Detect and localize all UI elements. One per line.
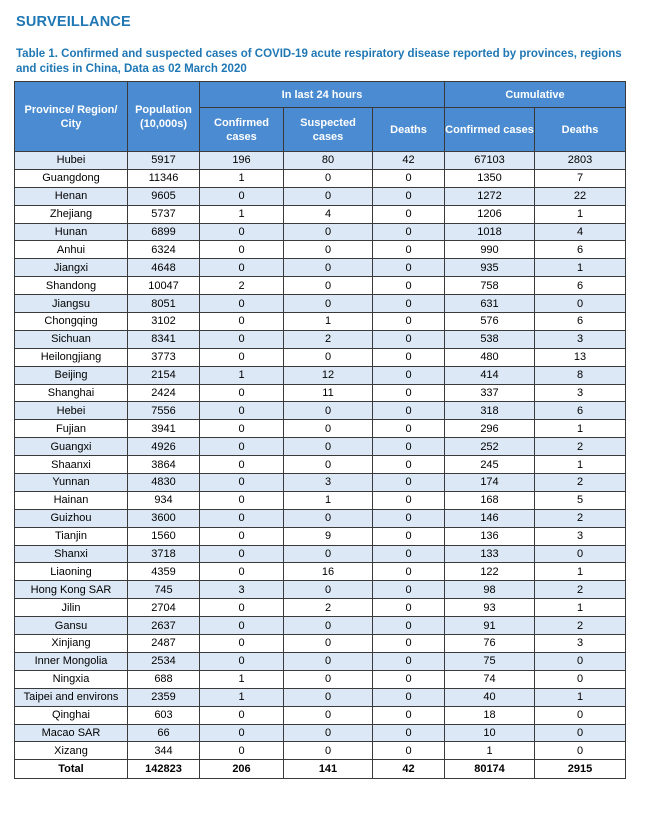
header-cumulative-confirmed: Confirmed cases bbox=[445, 108, 535, 152]
cell-province: Hainan bbox=[15, 491, 128, 509]
cell-confirmed-24h: 0 bbox=[200, 617, 284, 635]
cell-suspected-24h: 2 bbox=[284, 599, 373, 617]
cell-deaths-24h: 0 bbox=[373, 259, 445, 277]
cell-confirmed-24h: 0 bbox=[200, 384, 284, 402]
table-row bbox=[15, 456, 626, 474]
table-row bbox=[15, 670, 626, 688]
cell-confirmed-24h: 0 bbox=[200, 187, 284, 205]
cell-cumulative-confirmed: 758 bbox=[445, 277, 535, 295]
cell-deaths-24h: 0 bbox=[373, 688, 445, 706]
table-row bbox=[15, 688, 626, 706]
cell-suspected-24h: 0 bbox=[284, 724, 373, 742]
cell-province: Hubei bbox=[15, 152, 128, 170]
cell-province: Jiangxi bbox=[15, 259, 128, 277]
cell-cumulative-deaths: 0 bbox=[535, 295, 626, 313]
cell-confirmed-24h: 0 bbox=[200, 545, 284, 563]
cell-confirmed-24h: 0 bbox=[200, 241, 284, 259]
cell-confirmed-24h: 0 bbox=[200, 259, 284, 277]
cell-cumulative-deaths: 0 bbox=[535, 706, 626, 724]
cell-confirmed-24h: 0 bbox=[200, 402, 284, 420]
cell-cumulative-confirmed: 174 bbox=[445, 474, 535, 492]
cell-suspected-24h: 0 bbox=[284, 742, 373, 760]
table-row bbox=[15, 402, 626, 420]
cell-cumulative-deaths: 7 bbox=[535, 169, 626, 187]
cell-population: 11346 bbox=[128, 169, 200, 187]
cell-cumulative-deaths: 1 bbox=[535, 688, 626, 706]
cell-suspected-24h: 2 bbox=[284, 330, 373, 348]
cell-province: Yunnan bbox=[15, 474, 128, 492]
cell-deaths-24h: 0 bbox=[373, 563, 445, 581]
cell-deaths-24h: 0 bbox=[373, 599, 445, 617]
cell-population: 8341 bbox=[128, 330, 200, 348]
cell-cumulative-confirmed: 136 bbox=[445, 527, 535, 545]
cell-cumulative-deaths: 13 bbox=[535, 348, 626, 366]
cell-population: 9605 bbox=[128, 187, 200, 205]
cell-province: Tianjin bbox=[15, 527, 128, 545]
cell-province: Liaoning bbox=[15, 563, 128, 581]
cell-cumulative-deaths: 2 bbox=[535, 617, 626, 635]
cell-confirmed-24h: 2 bbox=[200, 277, 284, 295]
cell-suspected-24h: 0 bbox=[284, 617, 373, 635]
cell-cumulative-confirmed: 318 bbox=[445, 402, 535, 420]
cell-confirmed-24h: 0 bbox=[200, 456, 284, 474]
section-heading: SURVEILLANCE bbox=[16, 14, 131, 30]
cell-deaths-24h: 0 bbox=[373, 223, 445, 241]
cell-province: Qinghai bbox=[15, 706, 128, 724]
cell-cumulative-confirmed: 576 bbox=[445, 313, 535, 331]
cell-suspected-24h: 0 bbox=[284, 348, 373, 366]
table-row bbox=[15, 509, 626, 527]
cell-province: Guizhou bbox=[15, 509, 128, 527]
cell-cumulative-deaths: 2803 bbox=[535, 152, 626, 170]
cell-cumulative-deaths: 1 bbox=[535, 420, 626, 438]
cell-confirmed-24h: 0 bbox=[200, 599, 284, 617]
cell-province: Fujian bbox=[15, 420, 128, 438]
cell-suspected-24h: 0 bbox=[284, 652, 373, 670]
cell-cumulative-confirmed: 74 bbox=[445, 670, 535, 688]
cell-population: 66 bbox=[128, 724, 200, 742]
cell-cumulative-deaths: 3 bbox=[535, 384, 626, 402]
cell-suspected-24h: 0 bbox=[284, 635, 373, 653]
table-row bbox=[15, 205, 626, 223]
table-row bbox=[15, 366, 626, 384]
cell-confirmed-24h: 0 bbox=[200, 438, 284, 456]
cell-population: 2534 bbox=[128, 652, 200, 670]
table-row bbox=[15, 581, 626, 599]
cell-confirmed-24h: 0 bbox=[200, 527, 284, 545]
cell-province: Shaanxi bbox=[15, 456, 128, 474]
cell-suspected-24h: 0 bbox=[284, 706, 373, 724]
cell-deaths-24h: 0 bbox=[373, 491, 445, 509]
cell-suspected-24h: 1 bbox=[284, 491, 373, 509]
cell-cumulative-deaths: 2 bbox=[535, 474, 626, 492]
cell-province: Guangxi bbox=[15, 438, 128, 456]
cell-confirmed-24h: 1 bbox=[200, 670, 284, 688]
cell-population: 2487 bbox=[128, 635, 200, 653]
cell-population: 4648 bbox=[128, 259, 200, 277]
cell-cumulative-confirmed: 1018 bbox=[445, 223, 535, 241]
cell-deaths-24h: 0 bbox=[373, 509, 445, 527]
cell-confirmed-24h: 0 bbox=[200, 724, 284, 742]
cell-population: 745 bbox=[128, 581, 200, 599]
total-province: Total bbox=[15, 760, 128, 779]
cell-population: 4359 bbox=[128, 563, 200, 581]
cell-deaths-24h: 0 bbox=[373, 742, 445, 760]
cell-province: Jiangsu bbox=[15, 295, 128, 313]
cell-cumulative-confirmed: 122 bbox=[445, 563, 535, 581]
cell-confirmed-24h: 0 bbox=[200, 563, 284, 581]
cell-confirmed-24h: 0 bbox=[200, 474, 284, 492]
cell-population: 4830 bbox=[128, 474, 200, 492]
cell-deaths-24h: 0 bbox=[373, 348, 445, 366]
cell-cumulative-confirmed: 990 bbox=[445, 241, 535, 259]
cell-cumulative-deaths: 1 bbox=[535, 456, 626, 474]
cell-deaths-24h: 0 bbox=[373, 402, 445, 420]
cell-population: 3773 bbox=[128, 348, 200, 366]
table-row bbox=[15, 527, 626, 545]
cell-deaths-24h: 0 bbox=[373, 169, 445, 187]
cell-cumulative-confirmed: 18 bbox=[445, 706, 535, 724]
table-row bbox=[15, 330, 626, 348]
cell-suspected-24h: 0 bbox=[284, 295, 373, 313]
cell-province: Shandong bbox=[15, 277, 128, 295]
table-row bbox=[15, 277, 626, 295]
cell-province: Ningxia bbox=[15, 670, 128, 688]
cell-cumulative-confirmed: 414 bbox=[445, 366, 535, 384]
cell-confirmed-24h: 0 bbox=[200, 295, 284, 313]
cell-suspected-24h: 0 bbox=[284, 223, 373, 241]
cell-cumulative-confirmed: 91 bbox=[445, 617, 535, 635]
cell-confirmed-24h: 0 bbox=[200, 491, 284, 509]
cell-confirmed-24h: 1 bbox=[200, 205, 284, 223]
table-row bbox=[15, 420, 626, 438]
cell-suspected-24h: 0 bbox=[284, 545, 373, 563]
cell-province: Hong Kong SAR bbox=[15, 581, 128, 599]
cell-suspected-24h: 0 bbox=[284, 509, 373, 527]
cell-population: 2424 bbox=[128, 384, 200, 402]
cell-confirmed-24h: 0 bbox=[200, 635, 284, 653]
cell-population: 2704 bbox=[128, 599, 200, 617]
cell-suspected-24h: 0 bbox=[284, 438, 373, 456]
cell-suspected-24h: 0 bbox=[284, 688, 373, 706]
cell-confirmed-24h: 0 bbox=[200, 742, 284, 760]
cell-cumulative-deaths: 0 bbox=[535, 652, 626, 670]
cell-population: 6324 bbox=[128, 241, 200, 259]
cell-population: 5737 bbox=[128, 205, 200, 223]
cell-cumulative-deaths: 4 bbox=[535, 223, 626, 241]
table-row bbox=[15, 545, 626, 563]
cell-deaths-24h: 42 bbox=[373, 152, 445, 170]
table-row bbox=[15, 563, 626, 581]
cell-cumulative-confirmed: 1272 bbox=[445, 187, 535, 205]
table-row bbox=[15, 348, 626, 366]
cell-cumulative-deaths: 3 bbox=[535, 527, 626, 545]
cell-cumulative-confirmed: 98 bbox=[445, 581, 535, 599]
cell-deaths-24h: 0 bbox=[373, 581, 445, 599]
cell-deaths-24h: 0 bbox=[373, 420, 445, 438]
cell-cumulative-deaths: 0 bbox=[535, 724, 626, 742]
cell-suspected-24h: 1 bbox=[284, 313, 373, 331]
cell-population: 8051 bbox=[128, 295, 200, 313]
cell-cumulative-deaths: 1 bbox=[535, 259, 626, 277]
cell-confirmed-24h: 0 bbox=[200, 348, 284, 366]
cell-cumulative-confirmed: 480 bbox=[445, 348, 535, 366]
total-population: 142823 bbox=[128, 760, 200, 779]
total-suspected-24h: 141 bbox=[284, 760, 373, 779]
cell-population: 3864 bbox=[128, 456, 200, 474]
cell-cumulative-confirmed: 40 bbox=[445, 688, 535, 706]
cell-deaths-24h: 0 bbox=[373, 652, 445, 670]
cell-confirmed-24h: 1 bbox=[200, 169, 284, 187]
total-deaths-24h: 42 bbox=[373, 760, 445, 779]
cell-cumulative-confirmed: 935 bbox=[445, 259, 535, 277]
cell-confirmed-24h: 0 bbox=[200, 706, 284, 724]
header-cumulative-deaths: Deaths bbox=[535, 108, 626, 152]
cell-population: 688 bbox=[128, 670, 200, 688]
cell-population: 6899 bbox=[128, 223, 200, 241]
cell-suspected-24h: 0 bbox=[284, 241, 373, 259]
cell-deaths-24h: 0 bbox=[373, 456, 445, 474]
cell-province: Inner Mongolia bbox=[15, 652, 128, 670]
cell-cumulative-deaths: 22 bbox=[535, 187, 626, 205]
cell-confirmed-24h: 0 bbox=[200, 652, 284, 670]
cell-cumulative-deaths: 1 bbox=[535, 205, 626, 223]
cell-suspected-24h: 0 bbox=[284, 187, 373, 205]
cell-population: 934 bbox=[128, 491, 200, 509]
cell-suspected-24h: 0 bbox=[284, 169, 373, 187]
table-row bbox=[15, 474, 626, 492]
cell-confirmed-24h: 196 bbox=[200, 152, 284, 170]
cell-deaths-24h: 0 bbox=[373, 617, 445, 635]
cell-cumulative-deaths: 6 bbox=[535, 313, 626, 331]
cell-cumulative-deaths: 8 bbox=[535, 366, 626, 384]
cell-deaths-24h: 0 bbox=[373, 366, 445, 384]
cell-deaths-24h: 0 bbox=[373, 635, 445, 653]
cell-population: 344 bbox=[128, 742, 200, 760]
cell-suspected-24h: 4 bbox=[284, 205, 373, 223]
cell-cumulative-confirmed: 168 bbox=[445, 491, 535, 509]
table-row bbox=[15, 635, 626, 653]
cell-cumulative-deaths: 6 bbox=[535, 402, 626, 420]
cell-deaths-24h: 0 bbox=[373, 241, 445, 259]
cell-confirmed-24h: 0 bbox=[200, 420, 284, 438]
cell-population: 3600 bbox=[128, 509, 200, 527]
table-row bbox=[15, 617, 626, 635]
cell-cumulative-deaths: 1 bbox=[535, 563, 626, 581]
table-row bbox=[15, 152, 626, 170]
cell-confirmed-24h: 0 bbox=[200, 330, 284, 348]
cell-province: Taipei and environs bbox=[15, 688, 128, 706]
cell-confirmed-24h: 0 bbox=[200, 223, 284, 241]
cell-population: 3102 bbox=[128, 313, 200, 331]
cell-suspected-24h: 0 bbox=[284, 456, 373, 474]
cell-province: Hunan bbox=[15, 223, 128, 241]
table-row bbox=[15, 438, 626, 456]
cell-province: Shanxi bbox=[15, 545, 128, 563]
cell-province: Beijing bbox=[15, 366, 128, 384]
cell-suspected-24h: 16 bbox=[284, 563, 373, 581]
cell-deaths-24h: 0 bbox=[373, 205, 445, 223]
cell-cumulative-confirmed: 10 bbox=[445, 724, 535, 742]
cell-deaths-24h: 0 bbox=[373, 384, 445, 402]
table-row bbox=[15, 599, 626, 617]
cell-suspected-24h: 3 bbox=[284, 474, 373, 492]
cell-confirmed-24h: 1 bbox=[200, 688, 284, 706]
cell-cumulative-confirmed: 337 bbox=[445, 384, 535, 402]
cell-cumulative-confirmed: 245 bbox=[445, 456, 535, 474]
table-row bbox=[15, 259, 626, 277]
cell-province: Anhui bbox=[15, 241, 128, 259]
cell-deaths-24h: 0 bbox=[373, 474, 445, 492]
cell-province: Shanghai bbox=[15, 384, 128, 402]
total-row bbox=[15, 760, 626, 779]
table-row bbox=[15, 384, 626, 402]
cell-deaths-24h: 0 bbox=[373, 706, 445, 724]
cell-suspected-24h: 0 bbox=[284, 420, 373, 438]
header-province: Province/ Region/ City bbox=[15, 82, 128, 152]
cell-suspected-24h: 12 bbox=[284, 366, 373, 384]
table-row bbox=[15, 706, 626, 724]
cell-province: Xizang bbox=[15, 742, 128, 760]
cell-population: 10047 bbox=[128, 277, 200, 295]
cell-confirmed-24h: 1 bbox=[200, 366, 284, 384]
cell-deaths-24h: 0 bbox=[373, 330, 445, 348]
cell-suspected-24h: 0 bbox=[284, 402, 373, 420]
cell-deaths-24h: 0 bbox=[373, 724, 445, 742]
cell-cumulative-confirmed: 631 bbox=[445, 295, 535, 313]
cell-cumulative-confirmed: 75 bbox=[445, 652, 535, 670]
table-row bbox=[15, 169, 626, 187]
cell-suspected-24h: 0 bbox=[284, 259, 373, 277]
cell-population: 4926 bbox=[128, 438, 200, 456]
header-last-24-hours: In last 24 hours bbox=[200, 82, 445, 108]
table-body bbox=[15, 152, 626, 779]
header-cumulative: Cumulative bbox=[445, 82, 626, 108]
cell-province: Gansu bbox=[15, 617, 128, 635]
cell-population: 603 bbox=[128, 706, 200, 724]
cell-cumulative-deaths: 6 bbox=[535, 241, 626, 259]
cell-cumulative-deaths: 0 bbox=[535, 742, 626, 760]
cell-population: 2154 bbox=[128, 366, 200, 384]
cell-confirmed-24h: 3 bbox=[200, 581, 284, 599]
table-row bbox=[15, 491, 626, 509]
cell-cumulative-confirmed: 252 bbox=[445, 438, 535, 456]
cell-population: 3941 bbox=[128, 420, 200, 438]
table-row bbox=[15, 295, 626, 313]
cell-confirmed-24h: 0 bbox=[200, 509, 284, 527]
cell-cumulative-confirmed: 1 bbox=[445, 742, 535, 760]
table-row bbox=[15, 241, 626, 259]
cell-population: 2359 bbox=[128, 688, 200, 706]
cell-cumulative-confirmed: 296 bbox=[445, 420, 535, 438]
cell-cumulative-deaths: 1 bbox=[535, 599, 626, 617]
cell-population: 7556 bbox=[128, 402, 200, 420]
cell-suspected-24h: 11 bbox=[284, 384, 373, 402]
cell-cumulative-confirmed: 538 bbox=[445, 330, 535, 348]
cell-suspected-24h: 0 bbox=[284, 277, 373, 295]
cell-province: Xinjiang bbox=[15, 635, 128, 653]
table-row bbox=[15, 724, 626, 742]
cell-province: Heilongjiang bbox=[15, 348, 128, 366]
header-confirmed-cases: Confirmed cases bbox=[200, 108, 284, 152]
cell-population: 3718 bbox=[128, 545, 200, 563]
header-deaths: Deaths bbox=[373, 108, 445, 152]
cell-suspected-24h: 0 bbox=[284, 670, 373, 688]
cell-population: 2637 bbox=[128, 617, 200, 635]
cell-deaths-24h: 0 bbox=[373, 438, 445, 456]
cell-population: 5917 bbox=[128, 152, 200, 170]
cell-cumulative-deaths: 2 bbox=[535, 581, 626, 599]
table-row bbox=[15, 742, 626, 760]
header-population: Population (10,000s) bbox=[128, 82, 200, 152]
cell-province: Henan bbox=[15, 187, 128, 205]
cell-confirmed-24h: 0 bbox=[200, 313, 284, 331]
cell-cumulative-deaths: 3 bbox=[535, 635, 626, 653]
total-confirmed-24h: 206 bbox=[200, 760, 284, 779]
cell-province: Sichuan bbox=[15, 330, 128, 348]
cell-cumulative-confirmed: 133 bbox=[445, 545, 535, 563]
cell-deaths-24h: 0 bbox=[373, 187, 445, 205]
cell-suspected-24h: 0 bbox=[284, 581, 373, 599]
cell-deaths-24h: 0 bbox=[373, 527, 445, 545]
cell-cumulative-confirmed: 1350 bbox=[445, 169, 535, 187]
cell-cumulative-confirmed: 146 bbox=[445, 509, 535, 527]
cell-province: Guangdong bbox=[15, 169, 128, 187]
table-row bbox=[15, 313, 626, 331]
cell-cumulative-deaths: 3 bbox=[535, 330, 626, 348]
cases-table bbox=[14, 81, 626, 779]
cell-cumulative-deaths: 5 bbox=[535, 491, 626, 509]
cell-province: Jilin bbox=[15, 599, 128, 617]
header-suspected-cases: Suspected cases bbox=[284, 108, 373, 152]
cell-cumulative-confirmed: 67103 bbox=[445, 152, 535, 170]
cell-cumulative-confirmed: 93 bbox=[445, 599, 535, 617]
cell-cumulative-deaths: 0 bbox=[535, 545, 626, 563]
cell-province: Macao SAR bbox=[15, 724, 128, 742]
cell-province: Hebei bbox=[15, 402, 128, 420]
cell-cumulative-deaths: 2 bbox=[535, 438, 626, 456]
cell-deaths-24h: 0 bbox=[373, 545, 445, 563]
cell-deaths-24h: 0 bbox=[373, 313, 445, 331]
cell-province: Zhejiang bbox=[15, 205, 128, 223]
cell-suspected-24h: 9 bbox=[284, 527, 373, 545]
cell-cumulative-deaths: 6 bbox=[535, 277, 626, 295]
table-row bbox=[15, 652, 626, 670]
cell-cumulative-confirmed: 1206 bbox=[445, 205, 535, 223]
table-row bbox=[15, 223, 626, 241]
cell-deaths-24h: 0 bbox=[373, 277, 445, 295]
total-cumulative-confirmed: 80174 bbox=[445, 760, 535, 779]
cell-suspected-24h: 80 bbox=[284, 152, 373, 170]
cell-cumulative-deaths: 0 bbox=[535, 670, 626, 688]
cell-cumulative-deaths: 2 bbox=[535, 509, 626, 527]
cell-deaths-24h: 0 bbox=[373, 295, 445, 313]
cell-deaths-24h: 0 bbox=[373, 670, 445, 688]
cell-population: 1560 bbox=[128, 527, 200, 545]
table-row bbox=[15, 187, 626, 205]
table-caption: Table 1. Confirmed and suspected cases of COVID-19 acute respiratory disease reported by provinces, regions and cities in China, Data as 02 March 2020 bbox=[16, 48, 622, 75]
total-cumulative-deaths: 2915 bbox=[535, 760, 626, 779]
cell-province: Chongqing bbox=[15, 313, 128, 331]
cell-cumulative-confirmed: 76 bbox=[445, 635, 535, 653]
